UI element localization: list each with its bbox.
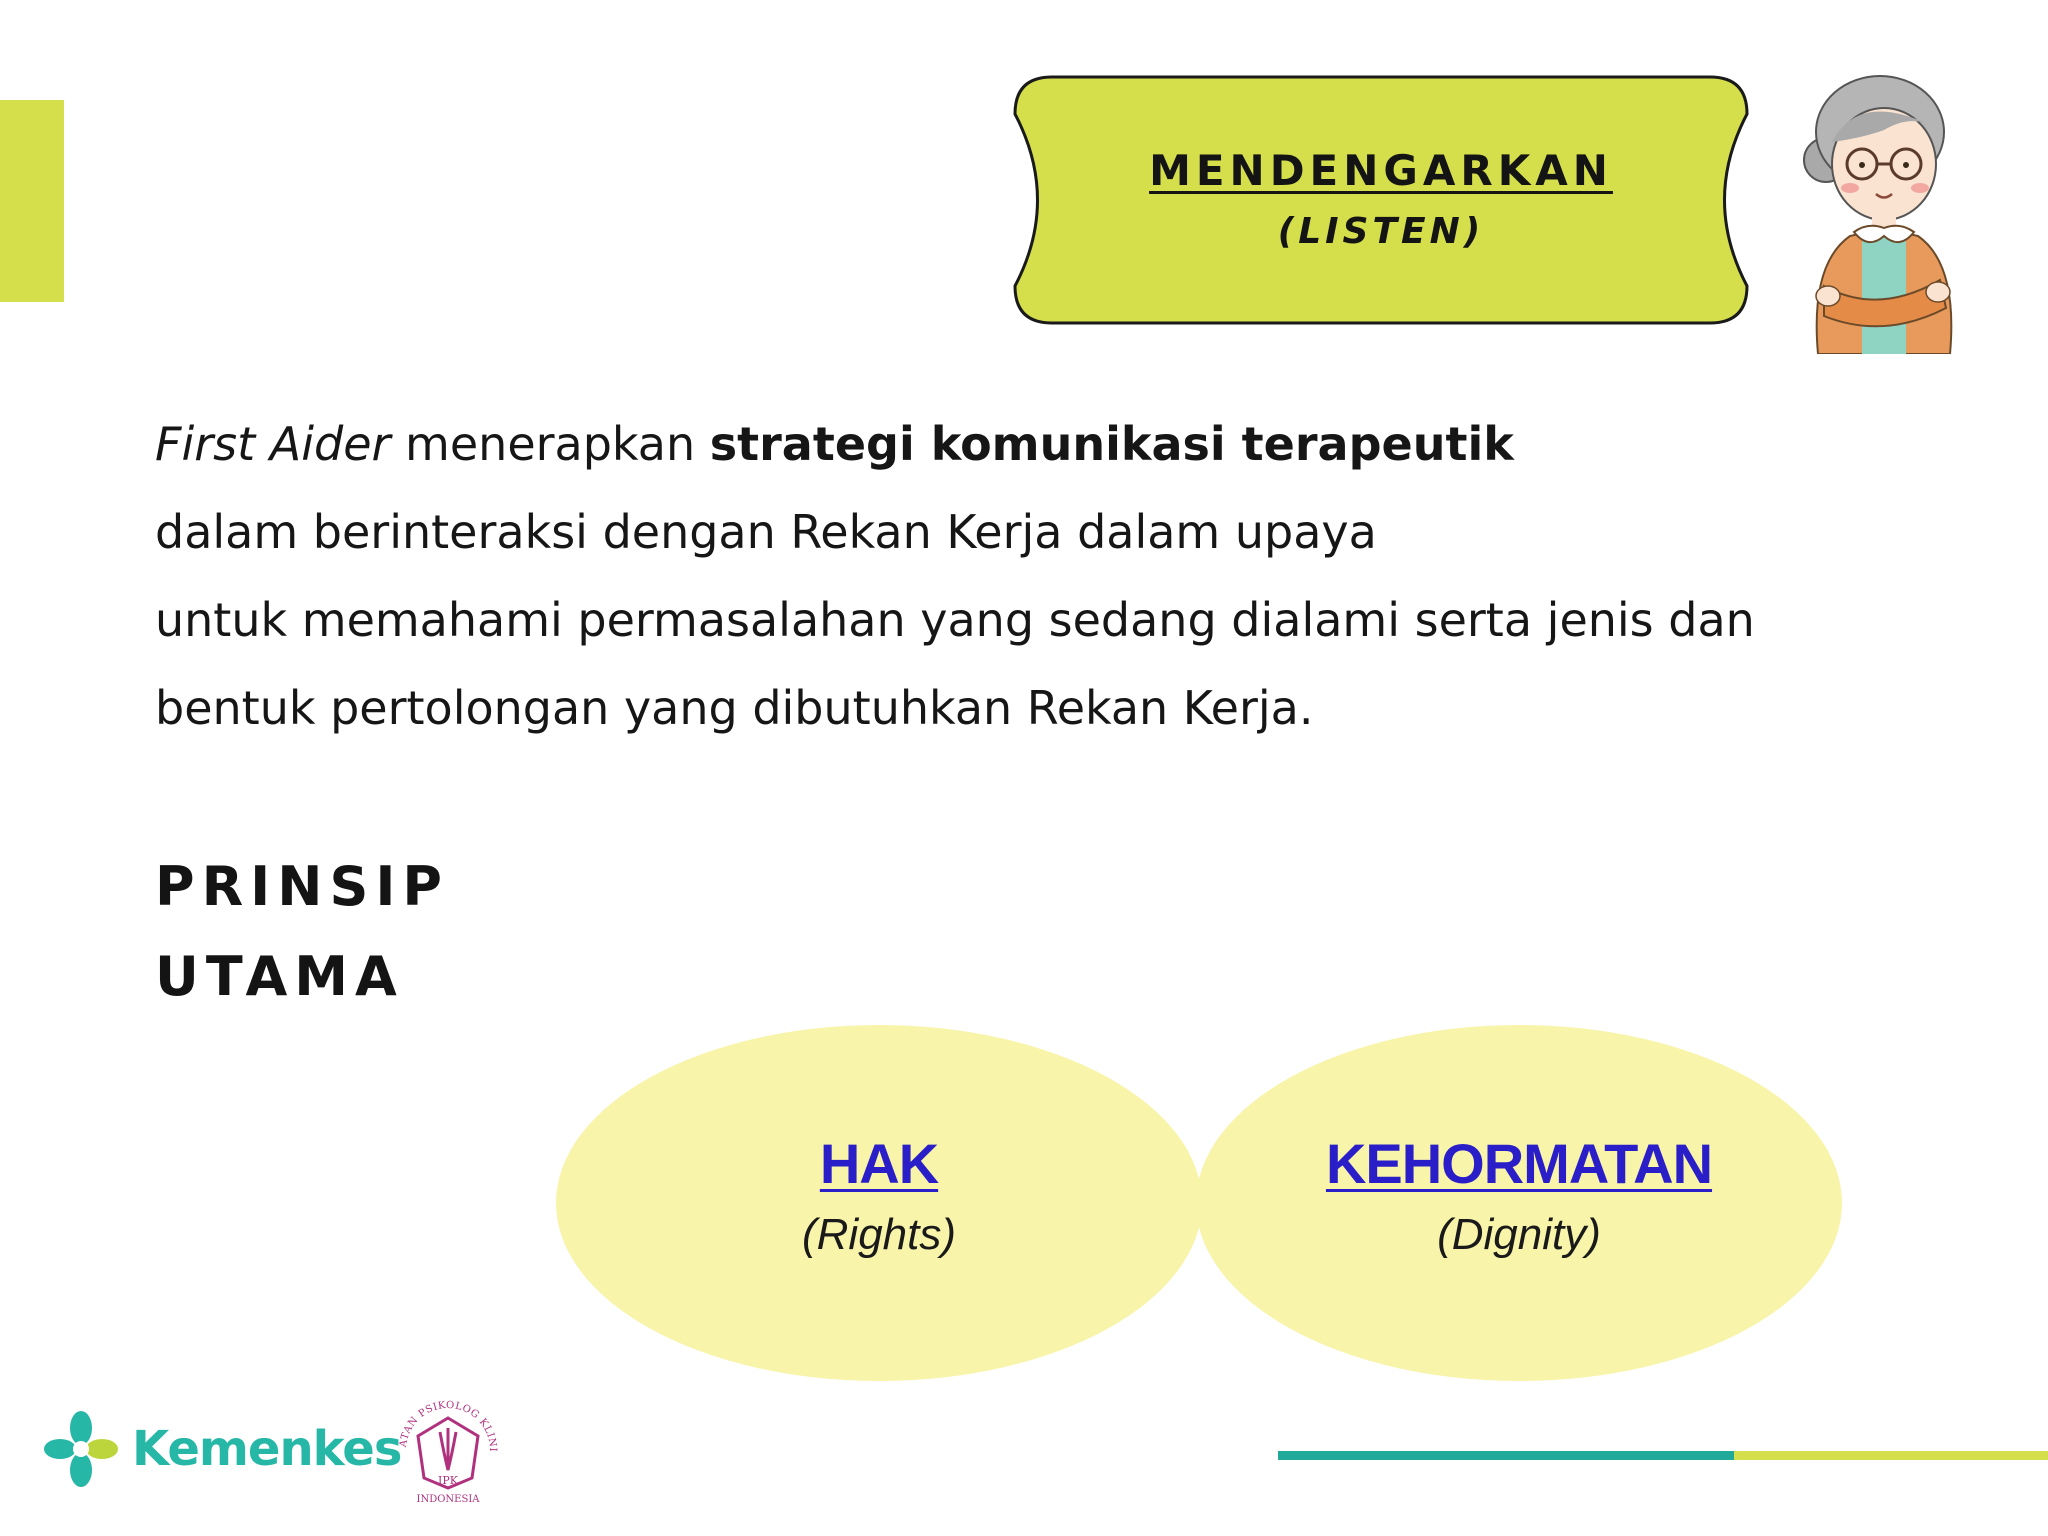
page-subtitle: (LISTEN) <box>1277 210 1485 252</box>
first-aider-term: First Aider <box>155 417 391 471</box>
principle-dignity-bubble <box>1196 1025 1842 1381</box>
footer-line-green <box>1734 1451 2048 1460</box>
description-line-2: dalam berinteraksi dengan Rekan Kerja dalam upaya <box>155 505 1377 559</box>
kemenkes-leaf-icon <box>44 1410 118 1488</box>
principle-dignity-link[interactable]: KEHORMATAN <box>1325 1131 1713 1195</box>
description-connector: menerapkan <box>390 417 710 471</box>
principle-rights-translation: (Rights) <box>801 1209 957 1259</box>
ipk-logo <box>396 1396 500 1506</box>
description-line-3: untuk memahami permasalahan yang sedang dialami serta jenis dan <box>155 593 1755 647</box>
title-badge <box>1012 74 1750 326</box>
ipk-initials: IPK <box>438 1474 458 1487</box>
description-line-4: bentuk pertolongan yang dibutuhkan Rekan Kerja. <box>155 681 1314 735</box>
principle-rights-bubble <box>556 1025 1202 1381</box>
principle-dignity-translation: (Dignity) <box>1437 1209 1601 1259</box>
description-line-1 <box>155 400 1955 488</box>
principles-heading <box>155 842 449 1022</box>
page-title: MENDENGARKAN <box>1149 146 1613 196</box>
grandmother-illustration <box>1788 64 1968 354</box>
description-paragraph <box>155 400 1955 752</box>
principles-heading-line-2: UTAMA <box>155 945 404 1008</box>
principles-heading-line-1: PRINSIP <box>155 855 450 918</box>
strategy-term: strategi komunikasi terapeutik <box>709 417 1514 471</box>
left-accent-bar <box>0 100 64 302</box>
ipk-arc-text: ATAN PSIKOLOG KLINI <box>398 1399 499 1453</box>
kemenkes-wordmark: Kemenkes <box>132 1421 402 1477</box>
ipk-country: INDONESIA <box>416 1494 480 1505</box>
principle-rights-link[interactable]: HAK <box>819 1131 939 1195</box>
footer-line-teal <box>1278 1451 1734 1460</box>
kemenkes-logo <box>44 1410 401 1488</box>
